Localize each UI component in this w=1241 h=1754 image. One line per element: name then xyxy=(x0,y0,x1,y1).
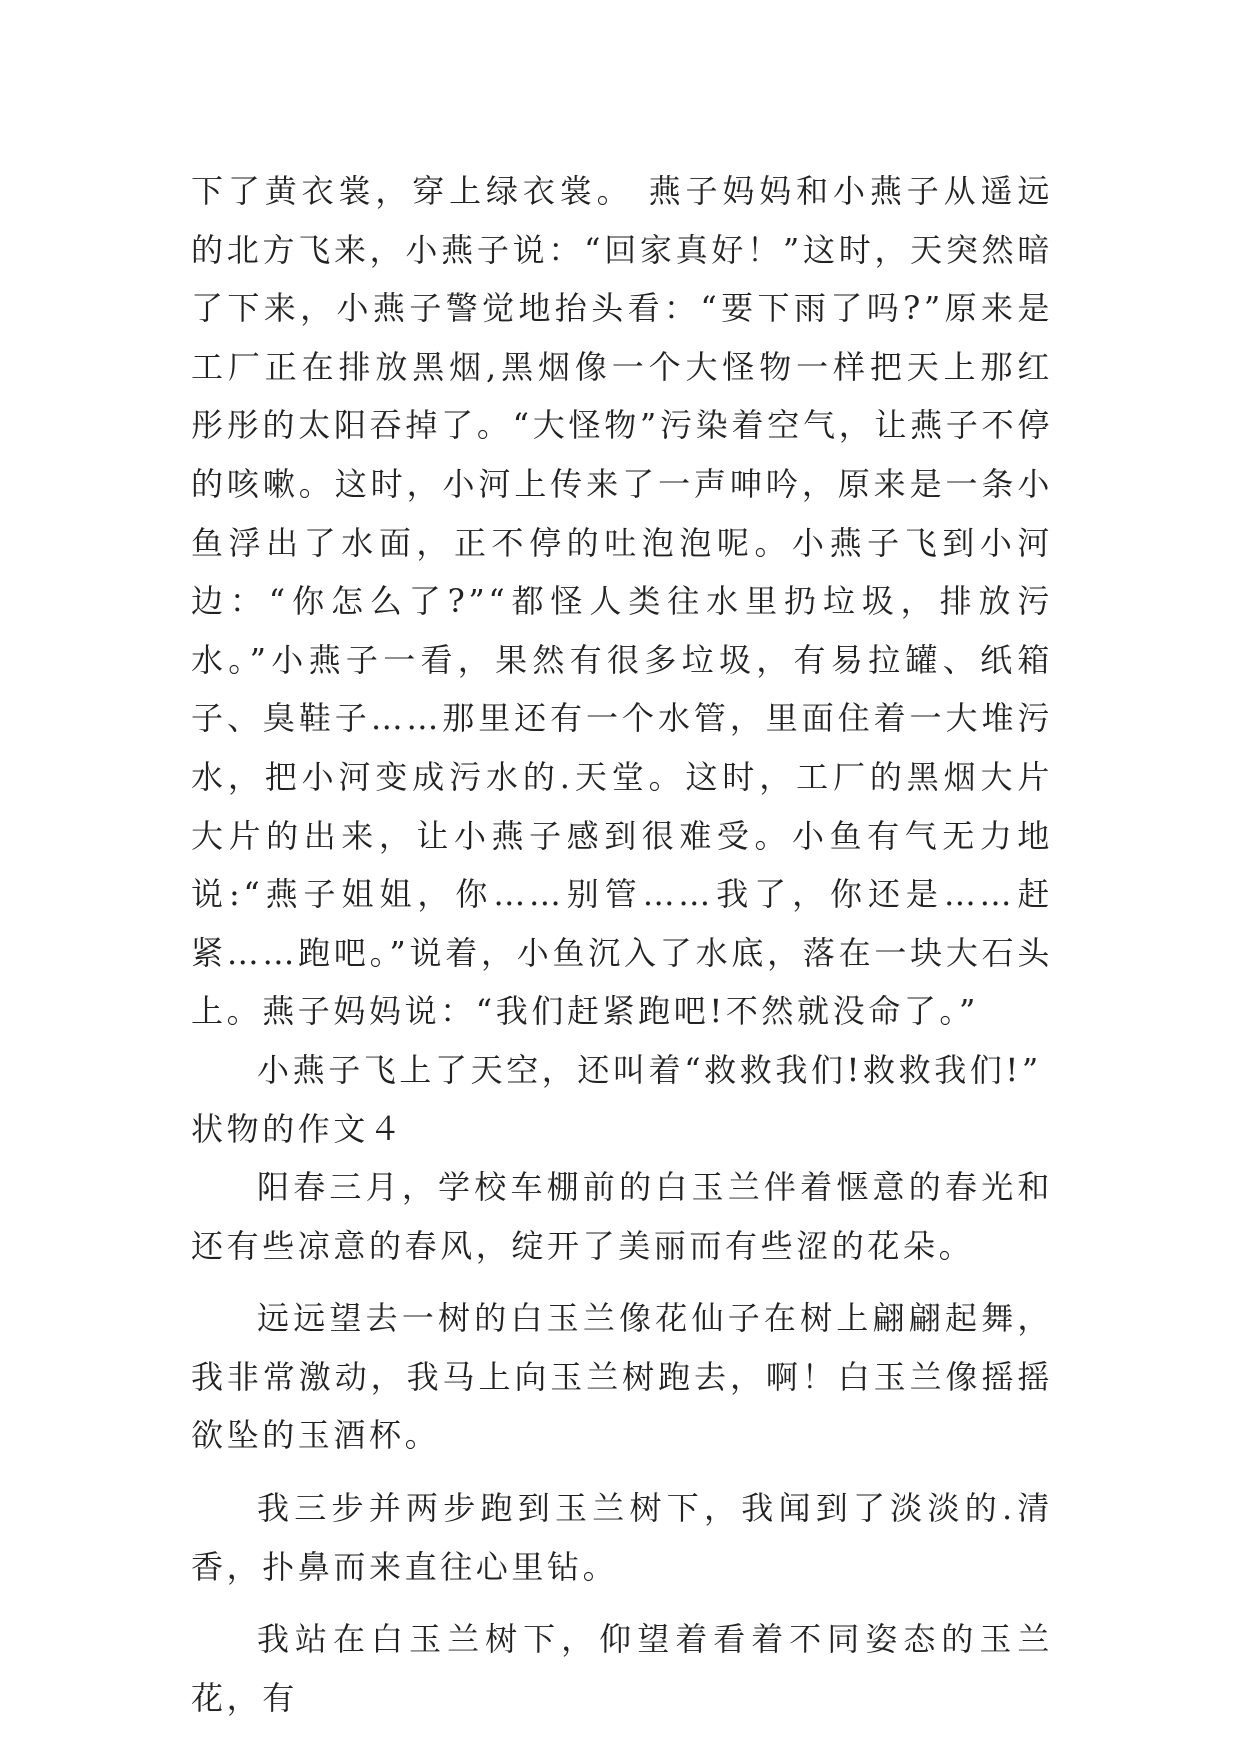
essay-heading: 状物的作文４ xyxy=(191,1109,405,1148)
paragraph-magnolia-under-tree: 我站在白玉兰树下，仰望着看着不同姿态的玉兰花，有 xyxy=(191,1620,1053,1717)
paragraph-magnolia-scent: 我三步并两步跑到玉兰树下，我闻到了淡淡的.清香，扑鼻而来直往心里钻。 xyxy=(191,1489,1053,1586)
paragraph-swallow-ending: 小燕子飞上了天空，还叫着“救救我们!救救我们!” xyxy=(257,1050,1042,1089)
document-body xyxy=(191,162,1053,1727)
paragraph-magnolia-view: 远远望去一树的白玉兰像花仙子在树上翩翩起舞，我非常激动，我马上向玉兰树跑去，啊！白玉兰像摇摇欲坠的玉酒杯。 xyxy=(191,1299,1053,1455)
paragraph-swallow-story: 下了黄衣裳，穿上绿衣裳。 燕子妈妈和小燕子从遥远的北方飞来，小燕子说：“回家真好！”这时，天突然暗了下来，小燕子警觉地抬头看：“要下雨了吗?”原来是工厂正在排放黑烟,黑烟像一个大怪物一样把天上那红彤彤的太阳吞掉了。“大怪物”污染着空气，让燕子不停的咳嗽。这时，小河上传来了一声呻吟，原来是一条小鱼浮出了水面，正不停的吐泡泡呢。小燕子飞到小河边：“你怎么了?”“都怪人类往水里扔垃圾，排放污水。”小燕子一看，果然有很多垃圾，有易拉罐、纸箱子、臭鞋子……那里还有一个水管，里面住着一大堆污水，把小河变成污水的.天堂。这时，工厂的黑烟大片大片的出来，让小燕子感到很难受。小鱼有气无力地说:“燕子姐姐，你……别管……我了，你还是……赶紧……跑吧。”说着，小鱼沉入了水底，落在一块大石头上。燕子妈妈说：“我们赶紧跑吧!不然就没命了。” xyxy=(191,172,1053,1031)
paragraph-magnolia-intro: 阳春三月，学校车棚前的白玉兰伴着惬意的春光和还有些凉意的春风，绽开了美丽而有些涩的花朵。 xyxy=(191,1168,1053,1265)
